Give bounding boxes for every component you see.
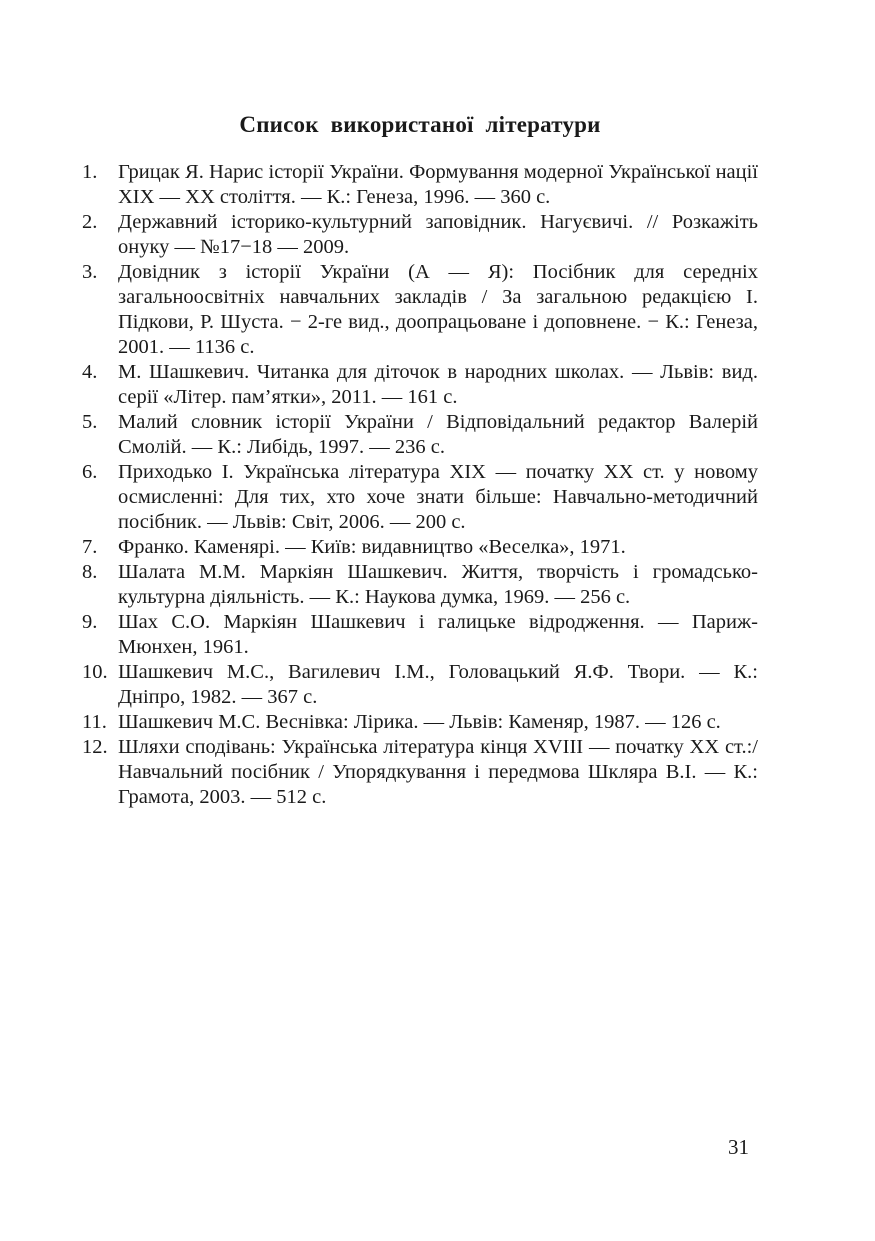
reference-text: Шашкевич М.С. Веснівка: Лірика. — Львів: Каменяр, 1987. — 126 с.: [118, 711, 721, 733]
reference-item: [82, 610, 758, 660]
reference-item: [82, 460, 758, 535]
reference-number: 5.: [82, 411, 98, 433]
reference-list: [82, 160, 758, 810]
reference-item: [82, 535, 758, 560]
reference-text: Довідник з історії України (А — Я): Посібник для середніх загальноосвітніх навчальних закладів / За загальною редакцією І. Підкови, Р. Шуста. − 2-ге вид., доопрацьоване і доповнене. − К.: Генеза, 2001. — 1136 с.: [118, 261, 758, 358]
reference-number: 6.: [82, 461, 98, 483]
reference-item: [82, 735, 758, 810]
reference-item: [82, 660, 758, 710]
reference-number: 4.: [82, 361, 98, 383]
reference-text: М. Шашкевич. Читанка для діточок в народних школах. — Львів: вид. серії «Літер. пам’ятки», 2011. — 161 с.: [118, 361, 758, 408]
reference-number: 7.: [82, 536, 98, 558]
reference-text: Шашкевич М.С., Вагилевич І.М., Головацький Я.Ф. Твори. — К.: Дніпро, 1982. — 367 с.: [118, 661, 758, 708]
reference-number: 1.: [82, 161, 98, 183]
reference-text: Шляхи сподівань: Українська література кінця XVIII — початку XX ст.:/ Навчальний посібник / Упорядкування і передмова Шкляра В.І. — К.: Грамота, 2003. — 512 с.: [118, 736, 758, 808]
reference-text: Шалата М.М. Маркіян Шашкевич. Життя, творчість і громадсько-культурна діяльність. — К.: Наукова думка, 1969. — 256 с.: [118, 561, 758, 608]
reference-text: Грицак Я. Нарис історії України. Формування модерної Української нації XIX — XX століття. — К.: Генеза, 1996. — 360 с.: [118, 161, 758, 208]
reference-text: Приходько І. Українська література XIX — початку XX ст. у новому осмисленні: Для тих, хто хоче знати більше: Навчально-методичний посібник. — Львів: Світ, 2006. — 200 с.: [118, 461, 758, 533]
reference-item: [82, 210, 758, 260]
reference-item: [82, 710, 758, 735]
reference-item: [82, 410, 758, 460]
page-title: Список використаної літератури: [239, 112, 601, 137]
reference-number: 9.: [82, 611, 98, 633]
reference-text: Малий словник історії України / Відповідальний редактор Валерій Смолій. — К.: Либідь, 1997. — 236 с.: [118, 411, 758, 458]
page-number: 31: [728, 1135, 749, 1159]
reference-item: [82, 260, 758, 360]
reference-number: 11.: [82, 711, 107, 733]
reference-item: [82, 360, 758, 410]
reference-number: 2.: [82, 211, 98, 233]
reference-number: 10.: [82, 661, 108, 683]
reference-item: [82, 160, 758, 210]
reference-item: [82, 560, 758, 610]
reference-text: Франко. Каменярі. — Київ: видавництво «Веселка», 1971.: [118, 536, 626, 558]
reference-number: 8.: [82, 561, 98, 583]
reference-number: 3.: [82, 261, 98, 283]
reference-number: 12.: [82, 736, 108, 758]
reference-text: Шах С.О. Маркіян Шашкевич і галицьке відродження. — Париж-Мюнхен, 1961.: [118, 611, 758, 658]
reference-text: Державний історико-культурний заповідник. Нагуєвичі. // Розкажіть онуку — №17−18 — 2009.: [118, 211, 758, 258]
